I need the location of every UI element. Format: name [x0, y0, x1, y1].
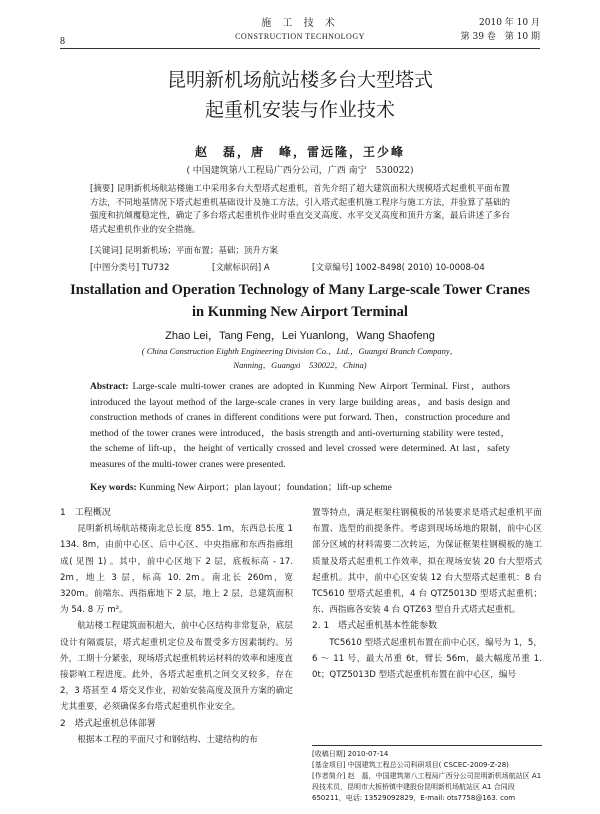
- section-2-1-heading: 2. 1 塔式起重机基本性能参数: [312, 621, 438, 632]
- issue-date: 2010 年 10 月: [479, 18, 540, 28]
- footnote: [312, 749, 542, 804]
- volume-issue: 第 39 卷 第 10 期: [460, 32, 540, 42]
- abstract-cn: [90, 183, 510, 237]
- abstract-en-label: Abstract:: [90, 382, 129, 392]
- document-code: [文献标识码] A: [212, 263, 270, 273]
- section-1-paragraph-2: 航站楼工程建筑面积超大，前中心区结构非常复杂，底层设计有隔震层，塔式起重机定位及布置受多方因素制约。另外，工期十分紧张，现场塔式起重机转运材料的效率和速度直接影响工程进度。此外，各塔式起重机之间交叉较多，存在 2，3 塔甚至 4 塔交叉作业，初始安装高度及顶升方案的确定尤其重要，必须确保多台塔式起重机作业安全。: [60, 621, 293, 713]
- affiliation-cn: ( 中国建筑第八工程局广西分公司，广西 南宁 530022): [186, 166, 414, 176]
- issue-info: [461, 16, 540, 44]
- keywords-en-label: Key words:: [90, 483, 137, 493]
- title-en-line-2: in Kunming New Airport Terminal: [192, 304, 408, 320]
- section-2-paragraph-continued: 置等特点，满足框架柱钢模板的吊装要求是塔式起重机平面布置、选型的前提条件。考虑到现场场地的限制，前中心区部分区域的材料需要二次转运，为保证框架柱钢模板的施工质量及塔式起重机工作效率，拟在现场安装 20 台大型塔式起重机。其中，前中心区安装 12 台大型塔式起重机：8 台 TC5610 型塔式起重机，4 台 QTZ5013D 型塔式起重机；东、西指廊各安装 4 台 QTZ63 型自升式塔式起重机。: [312, 508, 542, 616]
- abstract-cn-text: 昆明新机场航站楼施工中采用多台大型塔式起重机，首先介绍了超大建筑面积大规模塔式起重机平面布置方法，不同地基情况下塔式起重机基础设计及施工方法，引入塔式起重机施工程序与施工方法，并验算了基础的强度和抗倾覆稳定性，确定了多台塔式起重机作业时垂直交叉高度、水平交叉高度和顶升方案，最后讲述了多台塔式起重机作业的安全措施。: [90, 184, 510, 235]
- section-2-heading: 2 塔式起重机总体部署: [60, 718, 156, 729]
- body-left-column: [60, 505, 293, 748]
- section-2-paragraph-1: 根据本工程的平面尺寸和钢结构、土建结构的布: [77, 734, 258, 745]
- abstract-cn-label: [摘要]: [90, 184, 114, 194]
- title-en: [0, 279, 600, 323]
- abstract-en-text: Large-scale multi-tower cranes are adopted in Kunming New Airport Terminal. First，authors introduced the layout method of the large-scale cranes in very large building areas，and basis design and construction methods of cranes in different conditions were put forward. Then，construction procedure and method of the tower cranes were introduced，the basis strength and anti-overturning stability were tested，the scheme of lift-up，the height of vertically crossed and level crossed were determined. At last，safety measures of the multi-tower cranes were presented.: [90, 382, 511, 470]
- article-number: [文章编号] 1002-8498( 2010) 10-0008-04: [312, 263, 485, 273]
- keywords-cn-text: 昆明新机场；平面布置；基础；顶升方案: [124, 246, 278, 256]
- clc-number: [中图分类号] TU732: [90, 263, 170, 273]
- authors-cn: 赵 磊，唐 峰，雷远隆，王少峰: [194, 145, 405, 159]
- journal-name-cn: 施 工 技 术: [261, 18, 339, 29]
- journal-name-en: CONSTRUCTION TECHNOLOGY: [235, 32, 365, 41]
- authors-en: Zhao Lei，Tang Feng，Lei Yuanlong，Wang Shaofeng: [165, 330, 435, 342]
- affiliation-en-line-2: Nanning，Guangxi 530022，China): [233, 360, 367, 370]
- affiliation-en: [0, 344, 600, 372]
- section-2-1-paragraph-1: TC5610 型塔式起重机布置在前中心区，编号为 1，5，6 ～ 11 号，最大吊重 6t，臂长 56m，最大幅度吊重 1. 0t；QTZ5013D 型塔式起重机布置在前中心区，编号: [312, 637, 542, 681]
- keywords-cn-label: [关键词]: [90, 246, 123, 256]
- footnote-author-bio: [作者简介] 赵 磊，中国建筑第八工程局广西分公司昆明新机场航站区 A1 段技术员，昆明市大板桥镇中建股份昆明新机场航站区 A1 合同段 650211，电话: 13529092829，E-mail: ots7758@163. com: [312, 772, 542, 802]
- section-1-paragraph-1: 昆明新机场航站楼南北总长度 855. 1m，东西总长度 1 134. 8m，由前中心区、后中心区、中央指廊和东西指廊组成( 见图 1) 。其中，前中心区地下 2 层，底板标高 - 17. 2m，地上 3 层，标高 10. 2m。南北长 260m，宽 320m。前端东、西指廊地下 2 层，地上 2 层，总建筑面积为 54. 8 万 m²。: [60, 524, 293, 616]
- abstract-en: [90, 380, 510, 473]
- section-1-heading: 1 工程概况: [60, 508, 111, 518]
- page-number: 8: [60, 36, 65, 47]
- title-cn-line-1: 昆明新机场航站楼多台大型塔式: [166, 69, 433, 91]
- keywords-cn: [90, 244, 278, 256]
- keywords-en: [90, 479, 392, 493]
- footnote-fund: [基金项目] 中国建筑工程总公司科研项目( CSCEC-2009-Z-28): [312, 761, 509, 769]
- body-right-column: [312, 505, 542, 683]
- footnote-divider: [312, 745, 542, 746]
- footnote-received: [收稿日期] 2010-07-14: [312, 750, 389, 758]
- title-cn-line-2: 起重机安装与作业技术: [204, 99, 395, 121]
- title-en-line-1: Installation and Operation Technology of Many Large-scale Tower Cranes: [70, 282, 530, 298]
- affiliation-en-line-1: ( China Construction Eighth Engineering Division Co.，Ltd.，Guangxi Branch Company，: [141, 346, 459, 356]
- header-divider: [60, 48, 540, 49]
- keywords-en-text: Kunming New Airport；plan layout；foundation；lift-up scheme: [139, 483, 392, 493]
